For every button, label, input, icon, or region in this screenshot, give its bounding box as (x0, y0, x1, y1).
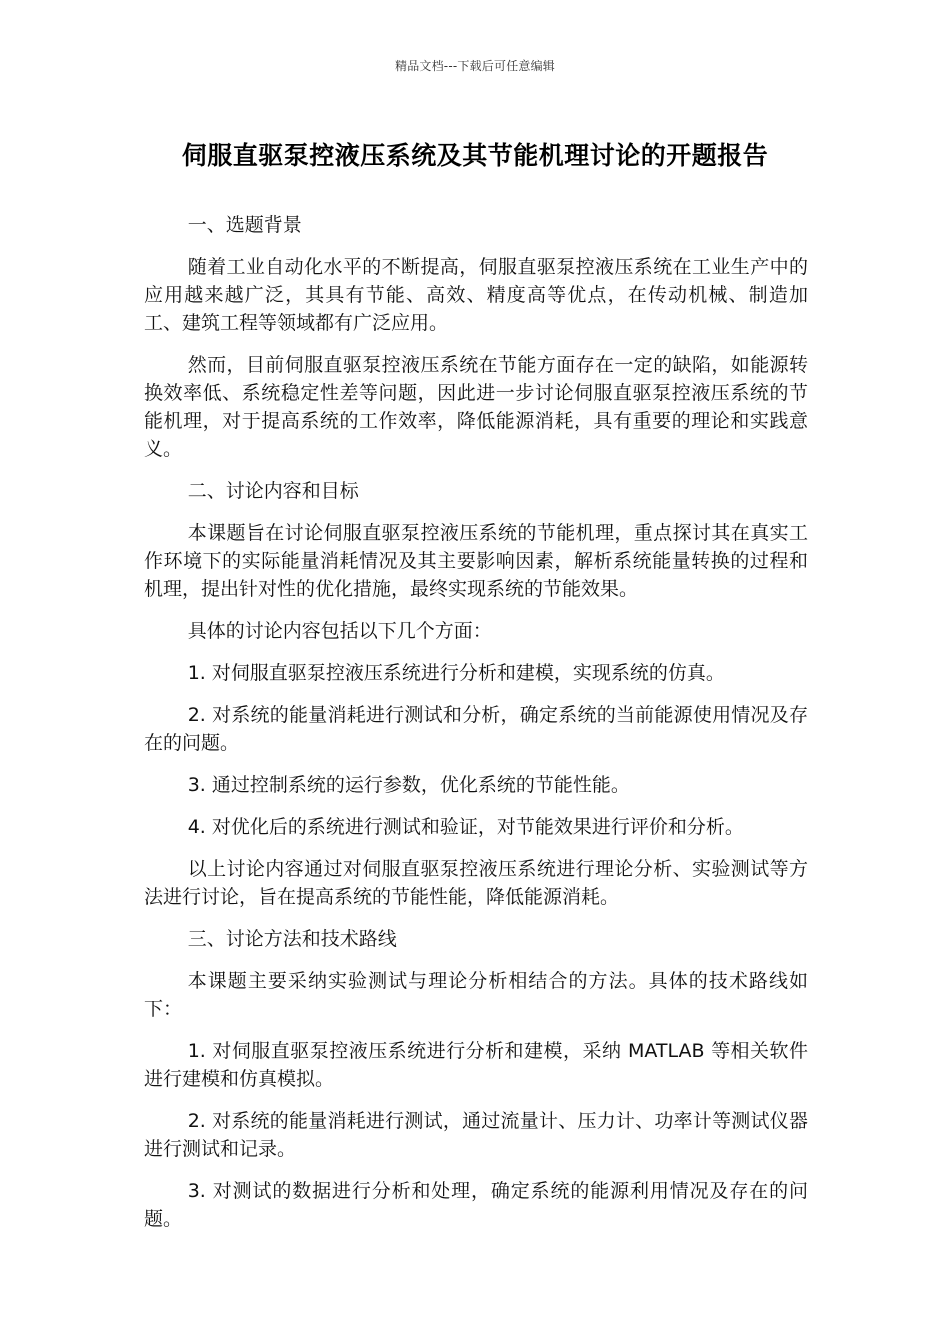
header-note: 精品文档---下载后可任意编辑 (395, 59, 555, 73)
section-heading-background: 一、选题背景 (187, 214, 302, 236)
paragraph: 随着工业自动化水平的不断提高，伺服直驱泵控液压系统在工业生产中的应用越来越广泛，其具有节能、高效、精度高等优点，在传动机械、制造加工、建筑工程等领域都有广泛应用。 (144, 256, 808, 334)
list-item: 3. 通过控制系统的运行参数，优化系统的节能性能。 (187, 774, 630, 796)
list-item: 2. 对系统的能量消耗进行测试，通过流量计、压力计、功率计等测试仪器进行测试和记录。 (144, 1110, 808, 1160)
document-title: 伺服直驱泵控液压系统及其节能机理讨论的开题报告 (181, 141, 769, 170)
list-item: 4. 对优化后的系统进行测试和验证，对节能效果进行评价和分析。 (187, 816, 744, 838)
list-item: 3. 对测试的数据进行分析和处理，确定系统的能源利用情况及存在的问题。 (144, 1180, 808, 1230)
document-body (144, 211, 808, 1247)
paragraph: 以上讨论内容通过对伺服直驱泵控液压系统进行理论分析、实验测试等方法进行讨论，旨在提高系统的节能性能，降低能源消耗。 (144, 858, 808, 908)
section-heading-content-goals: 二、讨论内容和目标 (187, 480, 359, 502)
list-item: 1. 对伺服直驱泵控液压系统进行分析和建模，实现系统的仿真。 (187, 662, 725, 684)
paragraph: 具体的讨论内容包括以下几个方面： (187, 620, 492, 642)
paragraph: 本课题旨在讨论伺服直驱泵控液压系统的节能机理，重点探讨其在真实工作环境下的实际能量消耗情况及其主要影响因素，解析系统能量转换的过程和机理，提出针对性的优化措施，最终实现系统的节能效果。 (144, 522, 808, 600)
list-item: 2. 对系统的能量消耗进行测试和分析，确定系统的当前能源使用情况及存在的问题。 (144, 704, 808, 754)
paragraph: 本课题主要采纳实验测试与理论分析相结合的方法。具体的技术路线如下： (144, 970, 808, 1020)
list-item: 1. 对伺服直驱泵控液压系统进行分析和建模，采纳 MATLAB 等相关软件进行建模和仿真模拟。 (144, 1040, 808, 1090)
paragraph: 然而，目前伺服直驱泵控液压系统在节能方面存在一定的缺陷，如能源转换效率低、系统稳定性差等问题，因此进一步讨论伺服直驱泵控液压系统的节能机理，对于提高系统的工作效率，降低能源消耗，具有重要的理论和实践意义。 (144, 354, 808, 460)
section-heading-methods: 三、讨论方法和技术路线 (187, 928, 397, 950)
